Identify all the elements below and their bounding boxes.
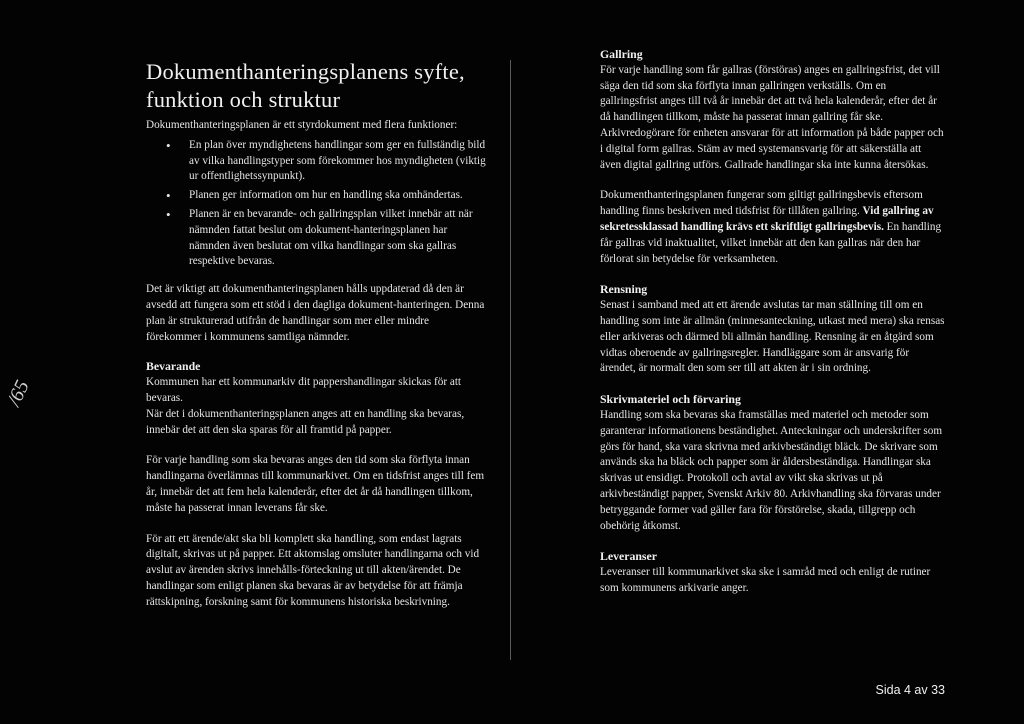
gallring-paragraph — [600, 188, 945, 267]
function-list — [146, 138, 486, 270]
left-column — [146, 58, 486, 611]
page-title: Dokumenthanteringsplanens syfte, funktion och struktur — [146, 59, 465, 112]
gallring-text: Dokumenthanteringsplanen fungerar som giltigt gallringsbevis eftersom handling finns beskriven med tidsfrist för tillåten gallring. — [600, 189, 923, 218]
rensning-heading: Rensning — [600, 282, 648, 297]
gallring-heading: Gallring — [600, 47, 643, 61]
bevarande-paragraph: För att ett ärende/akt ska bli komplett ska handling, som endast lagrats digitalt, skrivas ut på papper. Ett aktomslag omsluter handlingarna och vid avslut av ärenden skrivs innehålls-förteckning ut till akten/ärendet. De handlingar som enligt planen ska bevaras är av betydelse för att främja rättskipning, forskning samt för kommunens historiska beskrivning. — [146, 532, 480, 608]
gallring-text: En handling får gallras vid inaktualitet, vilket innebär att den kan gallras när den har förlorat sin betydelse för verksamheten. — [600, 220, 942, 265]
leveranser-paragraph: Leveranser till kommunarkivet ska ske i samråd med och enligt de rutiner som kommunens arkivarie anger. — [600, 566, 931, 594]
gallring-paragraph: För varje handling som får gallras (förstöras) anges en gallringsfrist, det vill säga den tid som ska förflyta innan gallringen verkställs. Om en gallringsfrist anges till två år innebär det att två hela kalenderår, efter det år då handlingen tillkom, måste ha passerat innan gallring får ske. Arkivredogörare för enheten ansvarar för att information på både papper och i digital form gallras. Stäm av med systemansvarig för att säkerställa att även digital gallring utförs. Gallrade handlingar ska inte kunna återsökas. — [600, 63, 944, 171]
intro-text: Dokumenthanteringsplanen är ett styrdokument med flera funktioner: — [146, 119, 458, 131]
skrivmateriel-heading: Skrivmateriel och förvaring — [600, 392, 741, 407]
rensning-paragraph: Senast i samband med att ett ärende avslutas tar man ställning till om en handling som inte är allmän (minnesanteckning, utkast med mera) ska rensas eller arkiveras och därmed bli allmän handling. Rensning är en åtgärd som vidtas oberoende av gallringsregler. Handläggare som är ansvarig för ärendet, är normalt den som ser till att akten är i sin ordning. — [600, 299, 945, 375]
skrivmateriel-paragraph: Handling som ska bevaras ska framställas med materiel och metoder som garanterar informationens beständighet. Anteckningar och underskrifter som görs för hand, ska vara skrivna med arkivbeständigt bläck. De skrivare som används ska ha bläck och papper som är åldersbeständiga. Handlingar ska skrivas ut ensidigt. Protokoll och avtal av vikt ska skrivas ut på arkivbeständigt papper, Svenskt Arkiv 80. Arkivhandling ska förvaras under betryggande former vad gäller fara för förstörelse, skada, tillgrepp och obehörig åtkomst. — [600, 408, 943, 532]
bevarande-paragraph: När det i dokumenthanteringsplanen anges att en handling ska bevaras, innebär det att den ska sparas för all framtid på papper. — [146, 407, 465, 436]
page-number: Sida 4 av 33 — [875, 683, 945, 697]
update-paragraph: Det är viktigt att dokumenthanteringsplanen hålls uppdaterad då den är avsedd att fungera som ett stöd i den dagliga dokument-hanteringen. Denna plan är strukturerad utifrån de handlingar som mer eller mindre förekommer i kommunens samtliga nämnder. — [146, 283, 485, 343]
list-item: • Planen ger information om hur en handling ska omhändertas. — [189, 188, 486, 204]
list-item: • Planen är en bevarande- och gallringsplan vilket innebär att när nämnden fattat beslut om dokument-hanteringsplanen har nämnden även beslutat om vilka handlingar som ska gallras respektive bevaras. — [189, 207, 486, 270]
bevarande-heading: Bevarande — [146, 359, 201, 374]
right-column — [600, 47, 945, 597]
handwritten-margin-mark: /65 — [2, 377, 34, 410]
gallring-bold-text: Vid gallring av sekretessklassad handling krävs ett skriftligt gallringsbevis. — [600, 205, 934, 233]
list-item: • En plan över myndighetens handlingar som ger en fullständig bild av vilka handlingstyper som förekommer hos myndigheten (viktig ur offentlighetssynpunkt). — [189, 138, 486, 185]
leveranser-heading: Leveranser — [600, 549, 657, 564]
bevarande-paragraph: För varje handling som ska bevaras anges den tid som ska förflyta innan handlingarna överlämnas till kommunarkivet. Om en tidsfrist anges till fem år, innebär det att fem hela kalenderår, efter det år då handlingen tillkom, måste ha passerat innan leverans får ske. — [146, 454, 485, 514]
bevarande-paragraph: Kommunen har ett kommunarkiv dit pappershandlingar skickas för att bevaras. — [146, 376, 462, 404]
column-divider — [510, 60, 511, 660]
